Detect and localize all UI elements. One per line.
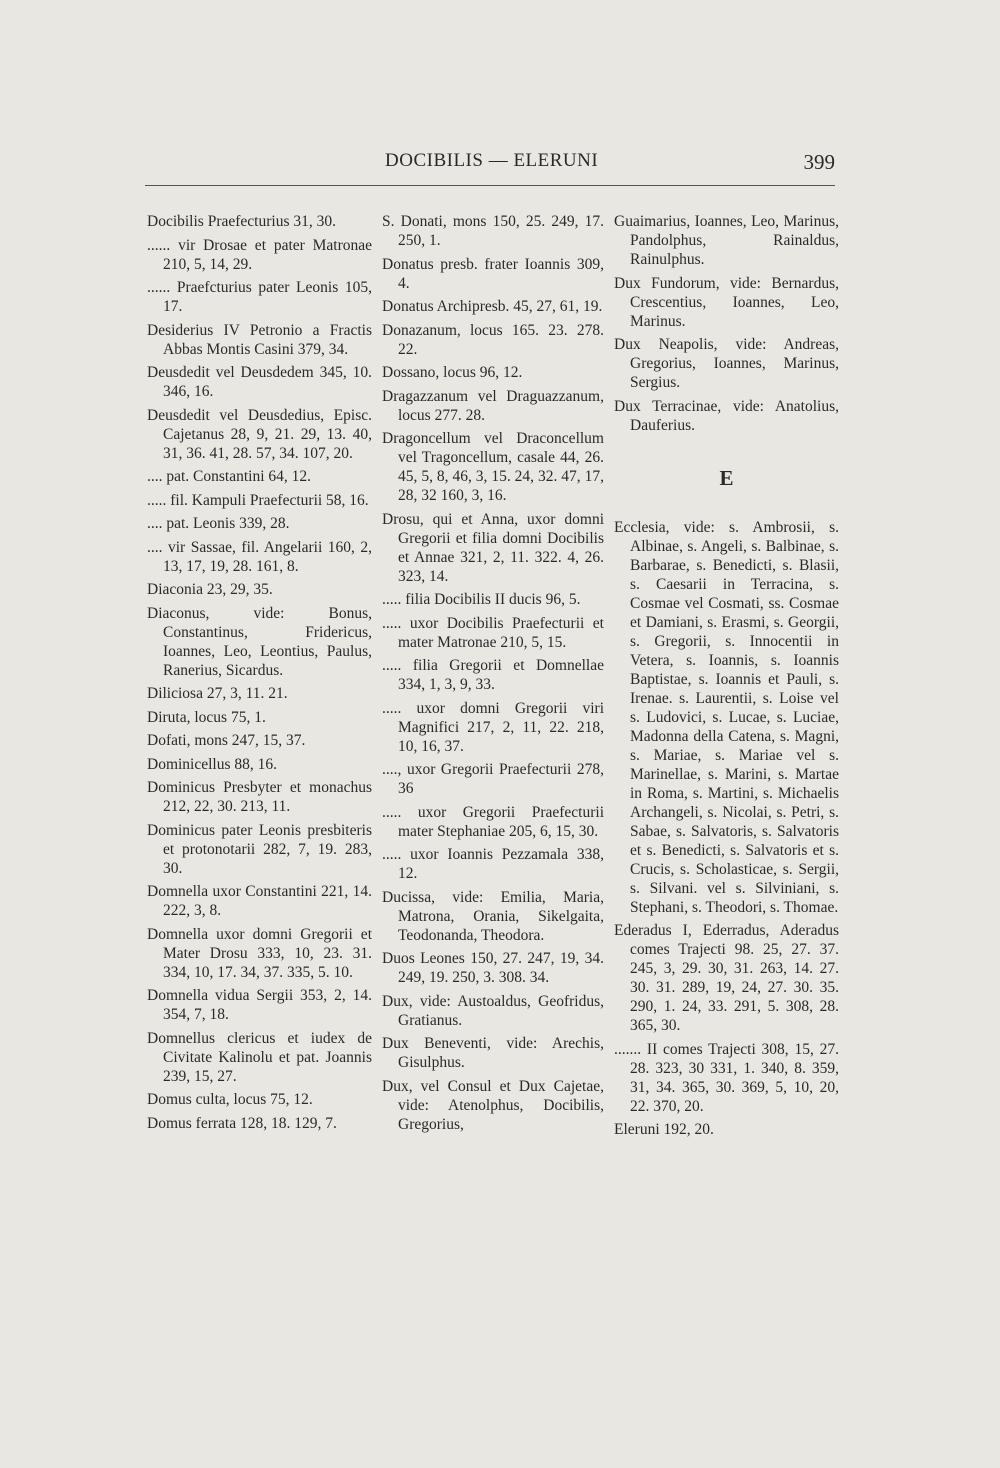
index-entry: .... vir Sassae, fil. Angelarii 160, 2, 13, 17, 19, 28. 161, 8. (147, 538, 372, 575)
index-entry: Dux Fundorum, vide: Bernardus, Crescentius, Ioannes, Leo, Marinus. (614, 274, 839, 330)
index-entry: ..... uxor Docibilis Praefecturii et mater Matronae 210, 5, 15. (382, 614, 604, 651)
index-entry: Donazanum, locus 165. 23. 278. 22. (382, 321, 604, 358)
index-column-1 (147, 212, 372, 1137)
index-entry: ..... fil. Kampuli Praefecturii 58, 16. (147, 491, 369, 509)
index-entry: Dux, vide: Austoaldus, Geofridus, Gratianus. (382, 992, 604, 1029)
index-entry: Desiderius IV Petronio a Fractis Abbas Montis Casini 379, 34. (147, 321, 372, 358)
column-3-entries-d (614, 212, 839, 435)
index-entry: ..... uxor Ioannis Pezzamala 338, 12. (382, 846, 604, 882)
index-entry: ..... uxor domni Gregorii viri Magnifici 217, 2, 11, 22. 218, 10, 16, 37. (382, 699, 604, 755)
page-number: 399 (803, 150, 835, 174)
index-entry: Dux Beneventi, vide: Arechis, Gisulphus. (382, 1035, 604, 1071)
index-entry: Dofati, mons 247, 15, 37. (147, 732, 306, 749)
index-entry: Domnellus clericus et iudex de Civitate Kalinolu et pat. Joannis 239, 15, 27. (147, 1029, 372, 1085)
index-entry: Drosu, qui et Anna, uxor domni Gregorii et filia domni Docibilis et Annae 321, 2, 11. 322. 4, 26. 323, 14. (382, 510, 604, 585)
index-entry: Deusdedit vel Deusdedem 345, 10. 346, 16. (147, 364, 372, 400)
index-entry: ....... II comes Trajecti 308, 15, 27. 28. 323, 30 331, 1. 340, 8. 359, 31, 34. 365, 30. 369, 5, 10, 20, 22. 370, 20. (614, 1040, 839, 1115)
index-entry: ...... Praefcturius pater Leonis 105, 17. (147, 279, 372, 315)
index-entry: .... pat. Constantini 64, 12. (147, 468, 312, 485)
header-rule (145, 185, 835, 186)
index-entry: Dossano, locus 96, 12. (382, 364, 523, 381)
index-entry: Domus culta, locus 75, 12. (147, 1091, 313, 1108)
index-entry: Dominicus pater Leonis presbiteris et protonotarii 282, 7, 19. 283, 30. (147, 821, 372, 877)
index-entry: Domnella uxor Constantini 221, 14. 222, 3, 8. (147, 883, 372, 919)
running-title: DOCIBILIS — ELERUNI (385, 150, 599, 171)
page-header (145, 150, 835, 182)
index-entry: Docibilis Praefecturius 31, 30. (147, 213, 336, 230)
index-entry: Dominicellus 88, 16. (147, 755, 278, 773)
column-3-entries-e (614, 518, 839, 1140)
index-entry: Domus ferrata 128, 18. 129, 7. (147, 1114, 337, 1132)
index-entry: Domnella uxor domni Gregorii et Mater Drosu 333, 10, 23. 31. 334, 10, 17. 34, 37. 335, 5. 10. (147, 925, 372, 981)
section-letter: E (719, 465, 734, 490)
index-entry: Domnella vidua Sergii 353, 2, 14. 354, 7, 18. (147, 987, 372, 1023)
index-entry: Diaconia 23, 29, 35. (147, 581, 273, 598)
index-entry: Dux Neapolis, vide: Andreas, Gregorius, Ioannes, Marinus, Sergius. (614, 336, 839, 391)
index-entry: Diruta, locus 75, 1. (147, 708, 266, 726)
index-entry: .... pat. Leonis 339, 28. (147, 515, 290, 532)
index-entry: ..... filia Docibilis II ducis 96, 5. (382, 591, 581, 608)
index-entry: Dux Terracinae, vide: Anatolius, Dauferius. (614, 397, 839, 434)
index-entry: Dominicus Presbyter et monachus 212, 22, 30. 213, 11. (147, 779, 372, 815)
index-entry: Diliciosa 27, 3, 11. 21. (147, 685, 288, 702)
index-entry: Duos Leones 150, 27. 247, 19, 34. 249, 19. 250, 3. 308. 34. (382, 950, 604, 986)
index-entry: Donatus presb. frater Ioannis 309, 4. (382, 255, 604, 292)
index-entry: Dux, vel Consul et Dux Cajetae, vide: Atenolphus, Docibilis, Gregorius, (382, 1077, 604, 1133)
index-entry: Eleruni 192, 20. (614, 1121, 714, 1138)
index-entry: Ederadus I, Ederradus, Aderadus comes Trajecti 98. 25, 27. 37. 245, 3, 29. 30, 31. 263, 14. 27. 30. 31. 289, 19, 24, 27. 30. 35. 290, 1. 24, 33. 291, 5. 308, 28. 365, 30. (614, 922, 839, 1034)
index-entry: Dragazzanum vel Draguazzanum, locus 277. 28. (382, 387, 604, 424)
index-column-2 (382, 212, 604, 1138)
index-entry: ...... vir Drosae et pater Matronae 210, 5, 14, 29. (147, 236, 372, 273)
index-entry: Deusdedit vel Deusdedius, Episc. Cajetanus 28, 9, 21. 29, 13. 40, 31, 36. 41, 28. 57, 34. 107, 20. (147, 406, 372, 462)
index-entry: ..... filia Gregorii et Domnellae 334, 1, 3, 9, 33. (382, 657, 604, 693)
index-entry: Diaconus, vide: Bonus, Constantinus, Fridericus, Ioannes, Leo, Leontius, Paulus, Ranerius, Sicardus. (147, 604, 372, 679)
index-entry: ..... uxor Gregorii Praefecturii mater Stephaniae 205, 6, 15, 30. (382, 803, 604, 840)
index-entry: Ducissa, vide: Emilia, Maria, Matrona, Orania, Sikelgaita, Teodonanda, Theodora. (382, 888, 604, 944)
index-entry: Dragoncellum vel Draconcellum vel Tragoncellum, casale 44, 26. 45, 5, 8, 46, 3, 15. 24, 32. 47, 17, 28, 32 160, 3, 16. (382, 430, 604, 504)
index-entry: Donatus Archipresb. 45, 27, 61, 19. (382, 298, 603, 315)
index-column-3 (614, 212, 839, 1144)
index-entry: Guaimarius, Ioannes, Leo, Marinus, Pandolphus, Rainaldus, Rainulphus. (614, 213, 839, 268)
index-entry: S. Donati, mons 150, 25. 249, 17. 250, 1. (382, 213, 604, 249)
index-entry: ...., uxor Gregorii Praefecturii 278, 36 (382, 761, 604, 797)
index-entry: Ecclesia, vide: s. Ambrosii, s. Albinae, s. Angeli, s. Balbinae, s. Barbarae, s. Benedicti, s. Blasii, s. Caesarii in Terracina, s. Cosmae vel Cosmati, ss. Cosmae et Damiani, s. Erasmi, s. Georgii, s. Gregorii, s. Innocentii in Vetera, s. Ioannis, s. Ioannis Baptistae, s. Ioannis et Pauli, s. Irenae. s. Laurentii, s. Loise vel s. Ludovici, s. Lucae, s. Luciae, Madonna della Catena, s. Magni, s. Mariae, s. Mariae vel s. Marinellae, s. Marini, s. Martae in Roma, s. Martini, s. Michaelis Archangeli, s. Nicolai, s. Petri, s. Sabae, s. Salvatoris, s. Salvatoris et s. Benedicti, s. Salvatoris et s. Crucis, s. Scholasticae, s. Sergii, s. Silvani. vel s. Silviniani, s. Stephani, s. Theodori, s. Thomae. (614, 518, 839, 916)
